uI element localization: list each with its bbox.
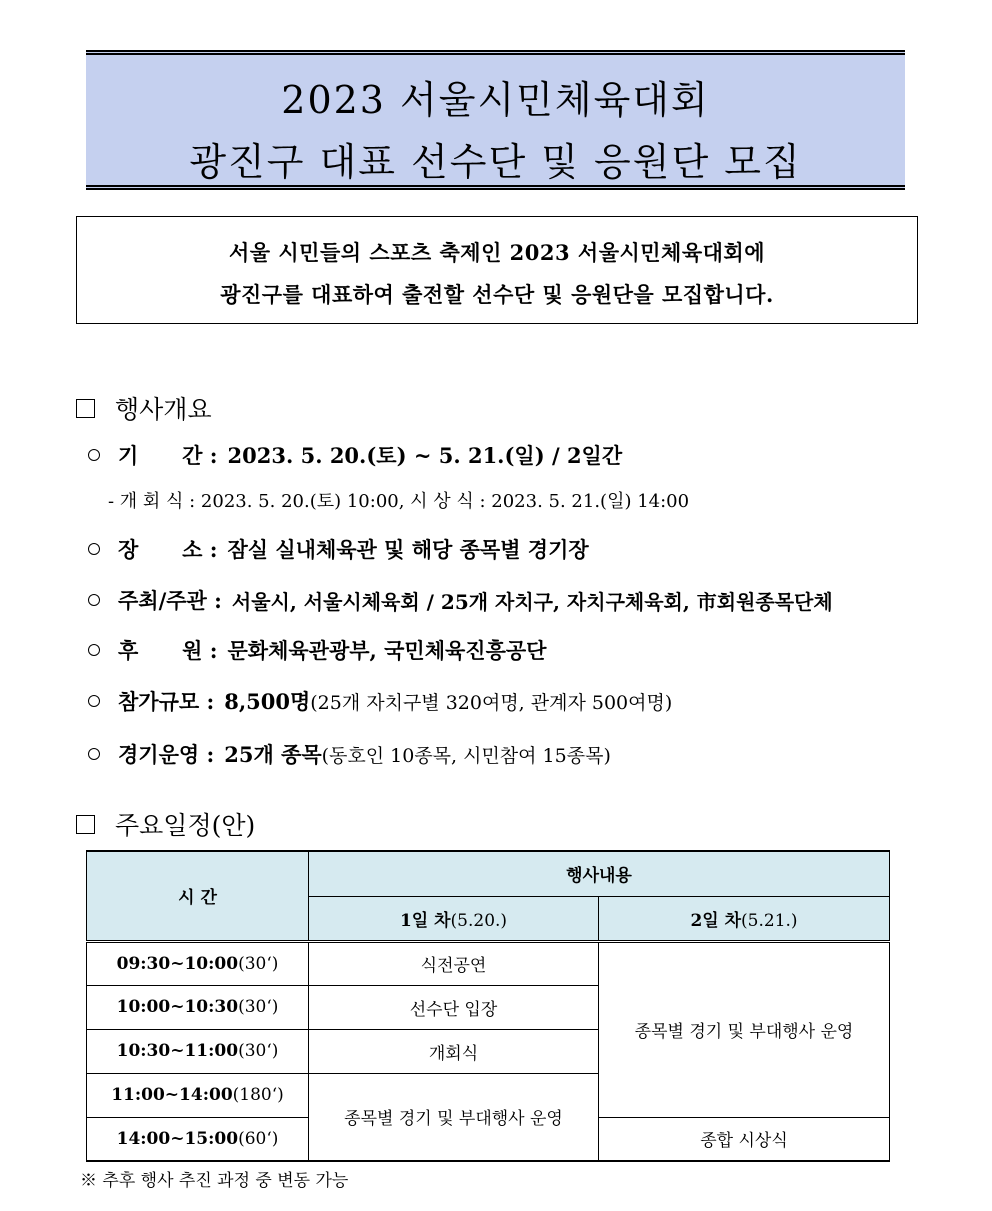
overview-ops	[88, 739, 611, 769]
day1-cell: 선수단 입장	[309, 985, 599, 1029]
circle-bullet-icon	[88, 449, 100, 461]
overview-sponsor	[88, 635, 546, 665]
schedule-table	[86, 850, 890, 1162]
day1-cell: 개회식	[309, 1029, 599, 1073]
overview-place	[88, 534, 589, 564]
time-cell: 09:30~10:00(30‘)	[87, 941, 309, 985]
square-bullet-icon	[76, 399, 95, 418]
time-cell: 14:00~15:00(60‘)	[87, 1117, 309, 1161]
header-day2: 2일 차(5.21.)	[599, 896, 890, 941]
ops-label: 경기운영 :	[118, 742, 215, 767]
time-cell: 11:00~14:00(180‘)	[87, 1073, 309, 1117]
overview-host	[88, 585, 833, 615]
header-day1: 1일 차(5.20.)	[309, 896, 599, 941]
day1-cell: 식전공연	[309, 941, 599, 985]
square-bullet-icon	[76, 815, 95, 834]
title-banner	[86, 50, 905, 190]
circle-bullet-icon	[88, 543, 100, 555]
title-line-2: 광진구 대표 선수단 및 응원단 모집	[189, 140, 802, 184]
schedule-heading-text: 주요일정(안)	[115, 811, 256, 840]
period-label: 기 간 :	[118, 443, 218, 468]
host-label: 주최/주관 :	[118, 588, 222, 613]
overview-scale	[88, 686, 672, 716]
overview-heading-text: 행사개요	[115, 395, 212, 424]
place-label: 장 소 :	[118, 537, 218, 562]
circle-bullet-icon	[88, 748, 100, 760]
circle-bullet-icon	[88, 594, 100, 606]
intro-line-2: 광진구를 대표하여 출전할 선수단 및 응원단을 모집합니다.	[220, 282, 774, 307]
header-event: 행사내용	[309, 851, 890, 896]
header-time: 시 간	[87, 851, 309, 941]
scale-value: 8,500명	[224, 689, 311, 714]
circle-bullet-icon	[88, 695, 100, 707]
time-cell: 10:00~10:30(30‘)	[87, 985, 309, 1029]
intro-box	[76, 216, 918, 324]
day1-merged-cell: 종목별 경기 및 부대행사 운영	[309, 1073, 599, 1161]
host-value: 서울시, 서울시체육회 / 25개 자치구, 자치구체육회, 市회원종목단체	[231, 589, 833, 614]
ceremony-times: - 개 회 식 : 2023. 5. 20.(토) 10:00, 시 상 식 : 2023. 5. 21.(일) 14:00	[108, 491, 690, 512]
schedule-heading	[76, 806, 255, 842]
scale-detail: (25개 자치구별 320여명, 관계자 500여명)	[310, 691, 673, 714]
sponsor-label: 후 원 :	[118, 638, 218, 663]
day2-merged-cell: 종목별 경기 및 부대행사 운영	[599, 941, 890, 1117]
ops-value: 25개 종목	[224, 742, 322, 767]
time-cell: 10:30~11:00(30‘)	[87, 1029, 309, 1073]
sponsor-value: 문화체육관광부, 국민체육진흥공단	[227, 638, 547, 663]
overview-heading	[76, 390, 212, 426]
day2-last-cell: 종합 시상식	[599, 1117, 890, 1161]
circle-bullet-icon	[88, 644, 100, 656]
title-line-1: 2023 서울시민체육대회	[281, 78, 710, 122]
intro-line-1: 서울 시민들의 스포츠 축제인 2023 서울시민체육대회에	[228, 240, 765, 265]
table-row	[87, 941, 890, 985]
overview-period	[88, 440, 622, 470]
scale-label: 참가규모 :	[118, 689, 215, 714]
schedule-note: ※ 추후 행사 추진 과정 중 변동 가능	[80, 1171, 349, 1191]
ops-detail: (동호인 10종목, 시민참여 15종목)	[321, 744, 611, 767]
period-value: 2023. 5. 20.(토) ~ 5. 21.(일) / 2일간	[227, 443, 623, 468]
place-value: 잠실 실내체육관 및 해당 종목별 경기장	[227, 537, 589, 562]
